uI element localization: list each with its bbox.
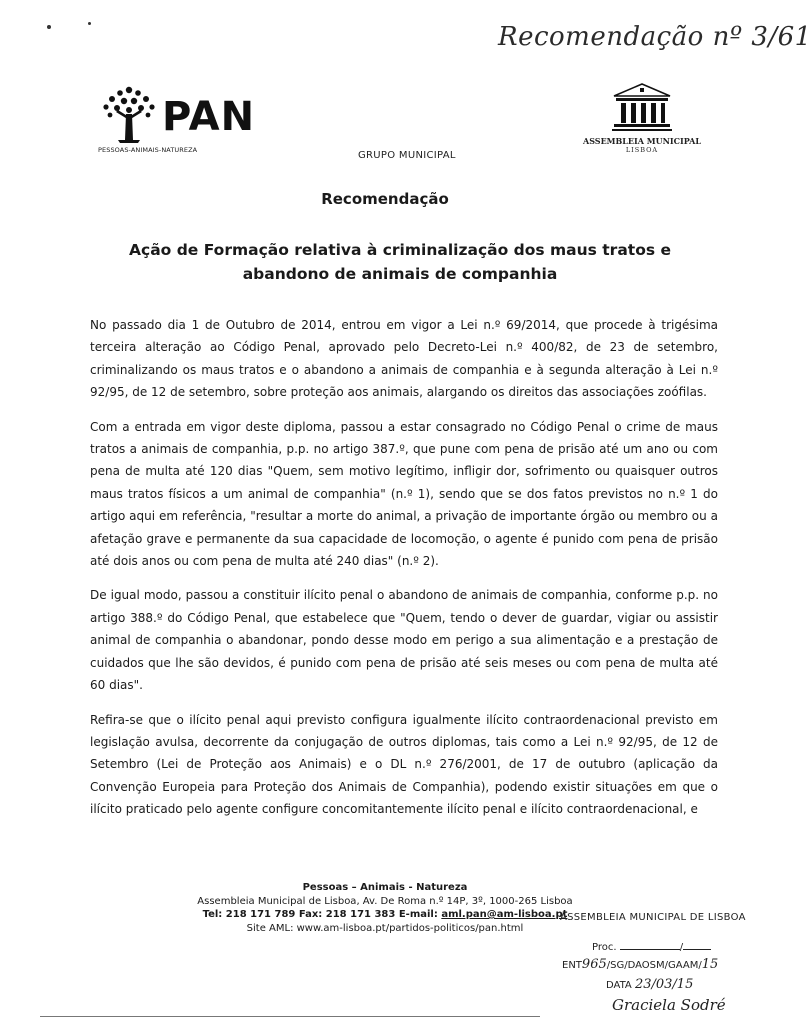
entry-stamp [560,912,770,1022]
footer-tel-fax: Tel: 218 171 789 Fax: 218 171 383 E-mail: [202,909,442,920]
stamp-date-row [606,977,693,992]
stamp-date-value: 23/03/15 [634,977,694,992]
stamp-ent-number: 965 [581,957,607,972]
footer-org: Pessoas – Animais - Natureza [302,882,468,893]
stamp-ent-row [562,957,718,972]
body-paragraph: De igual modo, passou a constituir ilícito penal o abandono de animais de companhia, conforme p.p. no artigo 388.º do Código Penal, que estabelece que "Quem, tendo o dever de guardar, vigiar ou assistir animal de companhia o abandonar, pondo desse modo em perigo a sua alimentação e a prestação de cuidados que lhe são devidos, é punido com pena de prisão até seis meses ou com pena de multa até 60 dias". [90,588,718,693]
stamp-proc-label: Proc. [592,942,617,953]
body-paragraph: No passado dia 1 de Outubro de 2014, entrou em vigor a Lei n.º 69/2014, que procede à trigésima terceira alteração ao Código Penal, aprovado pelo Decreto-Lei n.º 400/82, de 23 de setembro, criminalizando os maus tratos e o abandono a animais de companhia e à segunda alteração à Lei n.º 92/95, de 12 de setembro, sobre proteção aos animais, alargando os direitos das associações zoófilas. [90,318,718,400]
handwritten-recommendation-number: Recomendação nº 3/61 [498,22,812,52]
assembly-building-icon [612,82,672,134]
stamp-proc-line [683,939,711,950]
assembleia-municipal-name: ASSEMBLEIA MUNICIPAL [582,136,702,146]
stamp-ent-year: 15 [701,957,719,972]
grupo-municipal-label: GRUPO MUNICIPAL [358,150,456,161]
document-type: Recomendação [321,190,449,208]
stamp-ent-label: ENT [562,960,582,971]
document-body [90,314,718,833]
scan-speck [47,25,51,29]
stamp-proc-row [592,939,711,953]
scan-speck [88,22,91,25]
body-paragraph: Refira-se que o ilícito penal aqui previsto configura igualmente ilícito contraordenacional previsto em legislação avulsa, decorrente da conjugação de outros diplomas, tais como a Lei n.º 92/95, de 12 de Setembro (Lei de Proteção aos Animais) e o DL n.º 276/2001, de 17 de outubro (aplicação da Convenção Europeia para Proteção dos Animais de Companhia), podendo existir situações em que o ilícito praticado pelo agente configure concomitantemente ilícito penal e ilícito contraordenacional, e [90,712,718,817]
stamp-ent-suffix: /SG/DAOSM/GAAM/ [606,960,702,971]
footer-site[interactable]: Site AML: www.am-lisboa.pt/partidos-politicos/pan.html [246,922,524,934]
stamp-date-label: DATA [606,980,632,991]
pan-logo [98,84,268,156]
footer-address: Assembleia Municipal de Lisboa, Av. De Roma n.º 14P, 3º, 1000-265 Lisboa [197,895,573,907]
stamp-proc-line [620,939,680,950]
document-title: Ação de Formação relativa à criminalização dos maus tratos e abandono de animais de companhia [129,241,671,283]
body-paragraph: Com a entrada em vigor deste diploma, passou a estar consagrado no Código Penal o crime de maus tratos a animais de companhia, p.p. no artigo 387.º, que pune com pena de prisão até um ano ou com pena de multa até 120 dias "Quem, sem motivo legítimo, infligir dor, sofrimento ou quaisquer outros maus tratos físicos a um animal de companhia" (n.º 1), sendo que se dos fatos previstos no n.º 1 do artigo aqui em referência, "resultar a morte do animal, a privação de importante órgão ou membro ou a afetação grave e permanente da sua capacidade de locomoção, o agente é punido com pena de prisão até dois anos ou com pena de multa até 240 dias" (n.º 2). [90,419,718,569]
assembleia-municipal-city: LISBOA [625,146,659,154]
stamp-signature: Graciela Sodré [612,996,726,1014]
page-bottom-rule [40,1016,540,1017]
stamp-proc-value: / [679,942,684,953]
assembleia-municipal-logo [582,82,702,160]
pan-logo-tagline: PESSOAS-ANIMAIS-NATUREZA [98,146,198,154]
pan-tree-icon [98,84,160,144]
footer-email-link[interactable]: aml.pan@am-lisboa.pt [441,909,568,920]
pan-logo-wordmark: PAN [162,94,256,140]
stamp-title: ASSEMBLEIA MUNICIPAL DE LISBOA [560,912,746,923]
